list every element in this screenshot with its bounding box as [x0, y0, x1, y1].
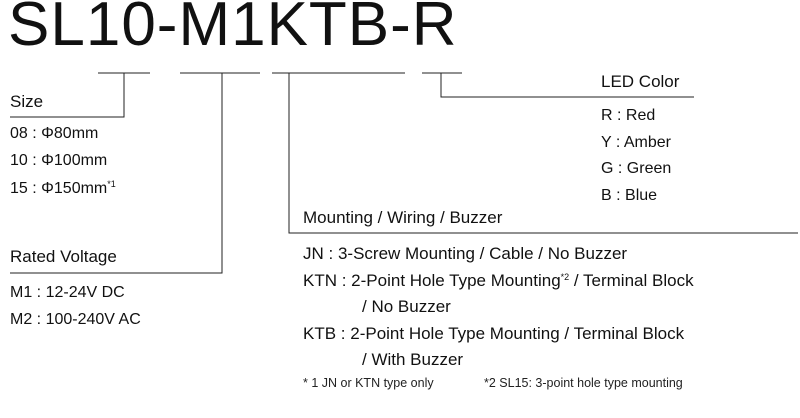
- voltage-item-m2: M2 : 100-240V AC: [10, 311, 141, 328]
- footnote-1: * 1 JN or KTN type only: [303, 376, 434, 390]
- size-item-10: 10 : Φ100mm: [10, 152, 108, 169]
- led-heading: LED Color: [601, 72, 680, 91]
- footnote-mark-1: *1: [107, 179, 116, 189]
- footnote-mark-2: *2: [560, 272, 570, 282]
- mounting-heading: Mounting / Wiring / Buzzer: [303, 208, 503, 227]
- mounting-item-ktn-line2: / No Buzzer: [362, 297, 451, 316]
- size-item-15: 15 : $\Phi 150mm^{*1}$: [10, 179, 116, 197]
- size-heading: Size: [10, 92, 44, 111]
- size-item-08: 08 : Φ80mm: [10, 125, 99, 142]
- mounting-item-ktn: KTN : 2-Point Hole Type Mounting$^{*2}$ / Terminal Block: [303, 271, 694, 290]
- voltage-item-m1: M1 : 12-24V DC: [10, 284, 125, 301]
- mounting-item-ktb-line2: / With Buzzer: [362, 350, 464, 369]
- led-item-b: B : Blue: [601, 187, 658, 204]
- led-item-g: G : Green: [601, 160, 672, 177]
- mounting-item-jn: JN : 3-Screw Mounting / Cable / No Buzzer: [303, 244, 628, 263]
- mounting-item-ktb: KTB : 2-Point Hole Type Mounting / Terminal Block: [303, 324, 685, 343]
- footnote-2: *2 SL15: 3-point hole type mounting: [484, 376, 683, 390]
- led-item-r: R : Red: [601, 107, 656, 124]
- led-item-y: Y : Amber: [601, 134, 671, 151]
- model-code: SL10-M1KTB-R: [8, 0, 458, 59]
- voltage-heading: Rated Voltage: [10, 247, 117, 266]
